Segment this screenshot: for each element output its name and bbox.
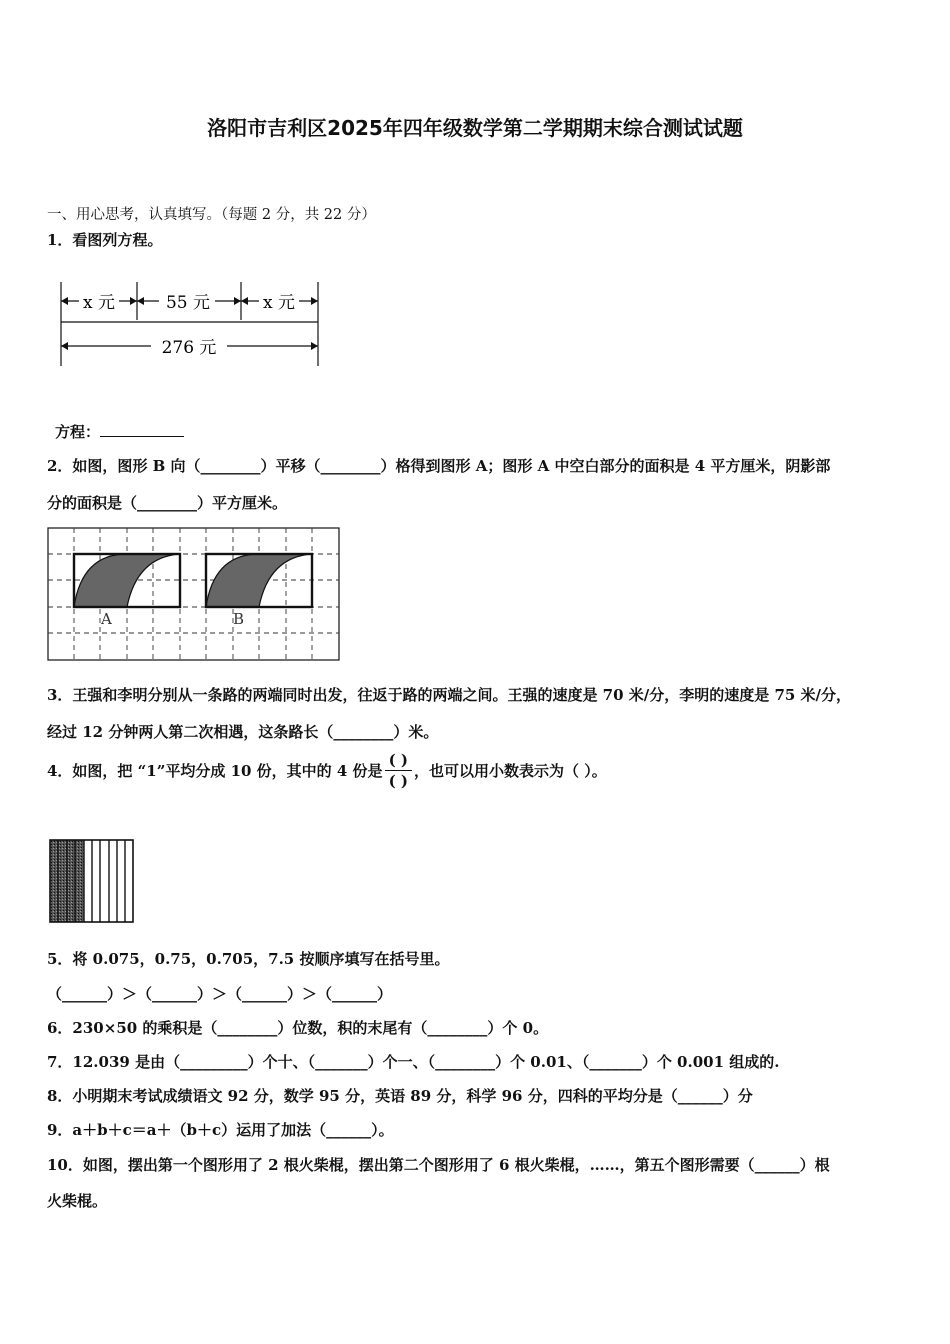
question-3-line-2: 经过 12 分钟两人第二次相遇，这条路长（________）米。 (47, 723, 439, 741)
question-1: 1．看图列方程。 (47, 231, 163, 249)
label-b: B (233, 610, 245, 628)
fraction-blank[interactable] (385, 750, 412, 791)
question-3-line-1: 3．王强和李明分别从一条路的两端同时出发，往返于路的两端之间。王强的速度是 70 米/分，李明的速度是 75 米/分， (47, 686, 852, 704)
question-6: 6．230×50 的乘积是（________）位数，积的末尾有（________）个 0。 (47, 1019, 549, 1037)
segment-55: 55 元 (165, 293, 211, 313)
question-7: 7．12.039 是由（_________）个十、（_______）个一、（________）个 0.01、（_______）个 0.001 组成的. (47, 1053, 780, 1071)
question-4-suffix: ，也可以用小数表示为（ ）。 (413, 762, 607, 780)
equation-line (55, 421, 184, 442)
label-a: A (101, 610, 112, 628)
question-5-line-2: （______）＞（______）＞（______）＞（______） (47, 985, 393, 1003)
question-10-line-1: 10．如图，摆出第一个图形用了 2 根火柴棍，摆出第二个图形用了 6 根火柴棍，……，第五个图形需要（______）根 (47, 1156, 830, 1174)
section-heading: 一、用心思考，认真填写。（每题 2 分，共 22 分） (47, 207, 376, 223)
question-4-prefix: 4．如图，把 “1”平均分成 10 份，其中的 4 份是 (47, 762, 383, 780)
fraction-denominator: ( ) (388, 772, 408, 790)
question-5-line-1: 5．将 0.075，0.75，0.705，7.5 按顺序填写在括号里。 (47, 950, 450, 968)
question-8: 8．小明期末考试成绩语文 92 分，数学 95 分，英语 89 分，科学 96 分，四科的平均分是（______）分 (47, 1087, 753, 1105)
grid-figure (47, 527, 341, 662)
equation-blank[interactable] (100, 422, 184, 437)
question-2-line-1: 2．如图，图形 B 向（________）平移（________）格得到图形 A；图形 A 中空白部分的面积是 4 平方厘米，阴影部 (47, 457, 831, 475)
question-10-line-2: 火柴棍。 (47, 1192, 108, 1210)
question-9: 9．a＋b＋c＝a＋（b＋c）运用了加法（______）。 (47, 1121, 394, 1139)
segment-x-right: x 元 (263, 293, 295, 313)
question-4 (47, 750, 607, 798)
equation-label: 方程： (55, 423, 101, 441)
segment-x-left: x 元 (83, 293, 115, 313)
question-2-line-2: 分的面积是（________）平方厘米。 (47, 494, 288, 512)
page-title: 洛阳市吉利区2025年四年级数学第二学期期末综合测试试题 (207, 116, 743, 140)
fraction-numerator: ( ) (385, 750, 412, 771)
tenths-figure (48, 838, 136, 924)
segment-diagram (55, 280, 325, 370)
segment-total: 276 元 (161, 338, 217, 358)
